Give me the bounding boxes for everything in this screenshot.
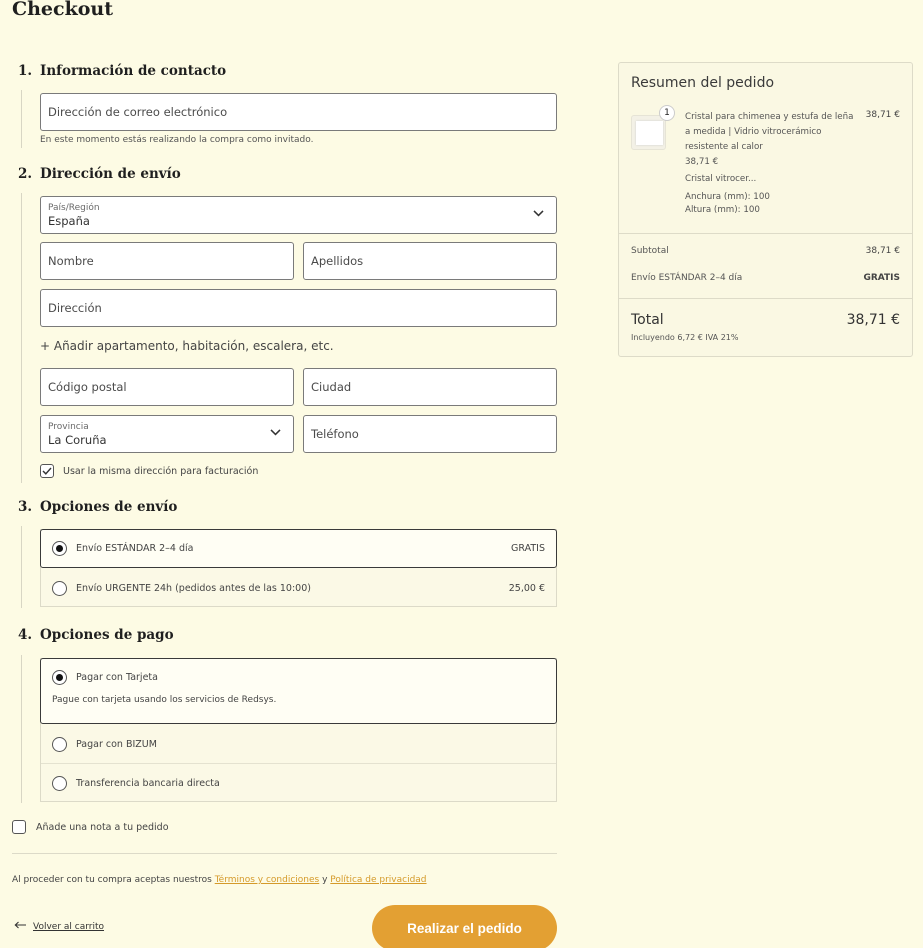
step-number: 1.: [18, 63, 33, 79]
terms-link[interactable]: Términos y condiciones: [214, 875, 320, 885]
chevron-down-icon: [533, 209, 544, 220]
shipping-options-title: [18, 499, 177, 515]
postal-code-placeholder: Código postal: [48, 380, 127, 394]
radio-unselected[interactable]: [52, 737, 67, 752]
summary-title: Resumen del pedido: [631, 75, 775, 91]
summary-divider: [619, 233, 912, 234]
terms-and: y: [319, 875, 331, 885]
add-address-line-link[interactable]: + Añadir apartamento, habitación, escalera, etc.: [40, 339, 334, 353]
payment-option-bizum[interactable]: [41, 725, 556, 764]
shipping-label: Envío ESTÁNDAR 2–4 día: [631, 273, 743, 283]
chevron-down-icon: [270, 428, 281, 439]
product-name: Cristal para chimenea y estufa de leña a medida | Vidrio vitrocerámico resistente al calor: [685, 112, 854, 152]
radio-selected[interactable]: [52, 541, 67, 556]
payment-option-transfer[interactable]: [41, 764, 556, 802]
shipping-option-label: Envío URGENTE 24h (pedidos antes de las 10:00): [76, 582, 311, 594]
order-summary: [618, 62, 913, 357]
shipping-option-label: Envío ESTÁNDAR 2–4 día: [76, 543, 194, 554]
guest-note: En este momento estás realizando la compra como invitado.: [40, 135, 314, 145]
payment-options-list: [40, 658, 557, 802]
shipping-value: GRATIS: [863, 273, 900, 283]
product-details: [685, 110, 857, 217]
radio-selected[interactable]: [52, 670, 67, 685]
tax-note: Incluyendo 6,72 € IVA 21%: [631, 333, 739, 342]
divider: [12, 853, 557, 854]
product-width: Anchura (mm): 100: [685, 192, 770, 202]
step-divider: [21, 655, 22, 803]
product-unit-price: 38,71 €: [685, 157, 719, 167]
shipping-option-price: 25,00 €: [508, 582, 545, 594]
order-note-checkbox[interactable]: [12, 820, 26, 834]
step-divider: [21, 526, 22, 608]
postal-code-field[interactable]: [40, 368, 294, 406]
province-label: Provincia: [48, 421, 89, 432]
radio-unselected[interactable]: [52, 581, 67, 596]
shipping-option-price: GRATIS: [511, 543, 545, 554]
payment-options-title: [18, 627, 174, 643]
step-number: 3.: [18, 499, 33, 515]
step-number: 2.: [18, 166, 33, 182]
page-title: Checkout: [12, 0, 114, 20]
address-placeholder: Dirección: [48, 301, 102, 315]
privacy-link[interactable]: Política de privacidad: [330, 875, 427, 885]
step-divider: [21, 193, 22, 483]
address-field[interactable]: [40, 289, 557, 327]
same-billing-label: Usar la misma dirección para facturación: [63, 466, 259, 477]
payment-option-description: Pague con tarjeta usando los servicios de Redsys.: [52, 695, 277, 705]
country-label: País/Región: [48, 202, 100, 213]
quantity-badge: 1: [659, 105, 675, 121]
country-value: España: [48, 213, 90, 228]
place-order-button[interactable]: Realizar el pedido: [372, 905, 557, 948]
payment-option-label: Transferencia bancaria directa: [76, 777, 220, 789]
total-label: Total: [631, 312, 664, 328]
subtotal-label: Subtotal: [631, 246, 669, 256]
province-value: La Coruña: [48, 432, 107, 447]
shipping-options-list: [40, 529, 557, 607]
step-label: Opciones de envío: [40, 499, 178, 515]
product-thumbnail: [631, 115, 666, 150]
country-select[interactable]: [40, 196, 557, 234]
order-note-label: Añade una nota a tu pedido: [36, 822, 169, 833]
first-name-field[interactable]: [40, 242, 294, 280]
radio-unselected[interactable]: [52, 776, 67, 791]
same-billing-checkbox[interactable]: [40, 464, 54, 478]
subtotal-value: 38,71 €: [865, 246, 900, 256]
first-name-placeholder: Nombre: [48, 254, 94, 268]
payment-option-card[interactable]: [40, 658, 557, 724]
product-short-description: Cristal vitrocer...: [685, 174, 757, 184]
step-divider: [21, 90, 22, 148]
shipping-option-standard[interactable]: [40, 529, 557, 568]
terms-notice: [12, 875, 427, 885]
checkmark-icon: [42, 467, 52, 475]
last-name-field[interactable]: [303, 242, 557, 280]
step-label: Dirección de envío: [40, 166, 181, 182]
step-label: Información de contacto: [40, 63, 227, 79]
step-label: Opciones de pago: [40, 627, 174, 643]
step-number: 4.: [18, 627, 33, 643]
shipping-option-urgent[interactable]: [41, 569, 556, 607]
phone-placeholder: Teléfono: [311, 427, 359, 441]
city-field[interactable]: [303, 368, 557, 406]
payment-option-label: Pagar con BIZUM: [76, 738, 157, 750]
email-placeholder: Dirección de correo electrónico: [48, 105, 228, 119]
email-field[interactable]: [40, 93, 557, 131]
product-line-total: 38,71 €: [865, 110, 900, 120]
arrow-left-icon: [14, 921, 27, 932]
back-to-cart-link[interactable]: [14, 921, 104, 932]
contact-section-title: [18, 63, 226, 79]
product-height: Altura (mm): 100: [685, 205, 760, 215]
shipping-section-title: [18, 166, 181, 182]
last-name-placeholder: Apellidos: [311, 254, 364, 268]
payment-option-label: Pagar con Tarjeta: [76, 672, 158, 683]
summary-divider: [619, 298, 912, 299]
back-link-label: Volver al carrito: [33, 921, 105, 932]
province-select[interactable]: [40, 415, 294, 453]
total-value: 38,71 €: [846, 312, 900, 328]
city-placeholder: Ciudad: [311, 380, 352, 394]
product-image: [636, 121, 663, 145]
terms-prefix: Al proceder con tu compra aceptas nuestros: [12, 875, 215, 885]
phone-field[interactable]: [303, 415, 557, 453]
